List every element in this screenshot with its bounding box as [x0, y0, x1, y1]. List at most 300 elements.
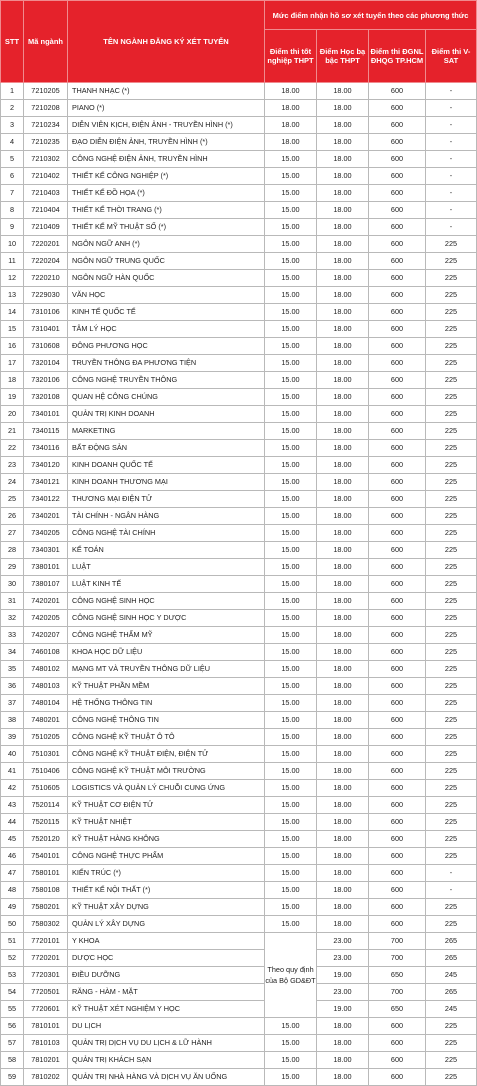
row-hocba-score: 18.00 — [317, 270, 369, 287]
row-stt: 57 — [1, 1035, 24, 1052]
table-row — [1, 185, 477, 202]
header-hoc-ba: Điểm Học bạ bậc THPT — [317, 30, 369, 83]
row-hocba-score: 18.00 — [317, 338, 369, 355]
row-stt: 2 — [1, 100, 24, 117]
row-name: THIẾT KẾ CÔNG NGHIỆP (*) — [68, 168, 265, 185]
table-row — [1, 100, 477, 117]
row-vsat-score: 225 — [426, 253, 477, 270]
row-code: 7420207 — [24, 627, 68, 644]
table-row — [1, 338, 477, 355]
row-hocba-score: 18.00 — [317, 593, 369, 610]
row-thpt-score: 15.00 — [265, 1052, 317, 1069]
row-code: 7210235 — [24, 134, 68, 151]
row-stt: 3 — [1, 117, 24, 134]
row-thpt-score: 15.00 — [265, 491, 317, 508]
row-stt: 21 — [1, 423, 24, 440]
row-thpt-score: 15.00 — [265, 406, 317, 423]
row-name: LUẬT KINH TẾ — [68, 576, 265, 593]
row-dgnl-score: 650 — [369, 1001, 426, 1018]
row-code: 7220201 — [24, 236, 68, 253]
row-thpt-score: 15.00 — [265, 457, 317, 474]
row-vsat-score: - — [426, 134, 477, 151]
row-dgnl-score: 600 — [369, 899, 426, 916]
row-stt: 37 — [1, 695, 24, 712]
row-dgnl-score: 600 — [369, 1052, 426, 1069]
row-dgnl-score: 600 — [369, 270, 426, 287]
row-dgnl-score: 600 — [369, 423, 426, 440]
row-vsat-score: 225 — [426, 474, 477, 491]
row-vsat-score: 225 — [426, 457, 477, 474]
row-thpt-score: 15.00 — [265, 1018, 317, 1035]
row-stt: 8 — [1, 202, 24, 219]
row-name: TÂM LÝ HỌC — [68, 321, 265, 338]
row-name: CÔNG NGHỆ THỰC PHẨM — [68, 848, 265, 865]
row-thpt-score: 18.00 — [265, 100, 317, 117]
row-hocba-score: 18.00 — [317, 168, 369, 185]
row-stt: 26 — [1, 508, 24, 525]
row-dgnl-score: 600 — [369, 678, 426, 695]
row-stt: 59 — [1, 1069, 24, 1086]
row-hocba-score: 19.00 — [317, 967, 369, 984]
row-vsat-score: 225 — [426, 508, 477, 525]
table-row — [1, 372, 477, 389]
row-dgnl-score: 600 — [369, 338, 426, 355]
row-stt: 17 — [1, 355, 24, 372]
row-hocba-score: 18.00 — [317, 83, 369, 100]
row-stt: 36 — [1, 678, 24, 695]
row-vsat-score: 225 — [426, 780, 477, 797]
row-name: CÔNG NGHỆ TRUYỀN THÔNG — [68, 372, 265, 389]
row-vsat-score: 225 — [426, 236, 477, 253]
row-code: 7510205 — [24, 729, 68, 746]
row-hocba-score: 18.00 — [317, 321, 369, 338]
row-vsat-score: 225 — [426, 338, 477, 355]
table-row — [1, 1069, 477, 1086]
row-code: 7210234 — [24, 117, 68, 134]
row-code: 7520120 — [24, 831, 68, 848]
row-code: 7460108 — [24, 644, 68, 661]
row-dgnl-score: 600 — [369, 440, 426, 457]
table-row — [1, 661, 477, 678]
row-thpt-score: 15.00 — [265, 831, 317, 848]
row-hocba-score: 18.00 — [317, 236, 369, 253]
row-thpt-score: 15.00 — [265, 168, 317, 185]
table-row — [1, 355, 477, 372]
row-stt: 43 — [1, 797, 24, 814]
row-name: KỸ THUẬT XÂY DỰNG — [68, 899, 265, 916]
table-row — [1, 865, 477, 882]
table-row — [1, 287, 477, 304]
row-thpt-score: 15.00 — [265, 627, 317, 644]
table-row — [1, 797, 477, 814]
row-stt: 12 — [1, 270, 24, 287]
row-hocba-score: 18.00 — [317, 831, 369, 848]
row-stt: 33 — [1, 627, 24, 644]
row-vsat-score: 225 — [426, 644, 477, 661]
row-hocba-score: 18.00 — [317, 355, 369, 372]
row-stt: 28 — [1, 542, 24, 559]
row-dgnl-score: 700 — [369, 933, 426, 950]
row-dgnl-score: 600 — [369, 372, 426, 389]
table-row — [1, 423, 477, 440]
row-code: 7320108 — [24, 389, 68, 406]
row-hocba-score: 18.00 — [317, 746, 369, 763]
row-code: 7510406 — [24, 763, 68, 780]
row-hocba-score: 18.00 — [317, 712, 369, 729]
row-stt: 42 — [1, 780, 24, 797]
row-code: 7380107 — [24, 576, 68, 593]
row-vsat-score: 225 — [426, 270, 477, 287]
row-name: LOGISTICS VÀ QUẢN LÝ CHUỖI CUNG ỨNG — [68, 780, 265, 797]
row-hocba-score: 18.00 — [317, 1018, 369, 1035]
header-thpt: Điểm thi tốt nghiệp THPT — [265, 30, 317, 83]
row-dgnl-score: 600 — [369, 287, 426, 304]
row-name: KINH DOANH THƯƠNG MẠI — [68, 474, 265, 491]
row-stt: 1 — [1, 83, 24, 100]
row-vsat-score: 225 — [426, 763, 477, 780]
row-name: CÔNG NGHỆ KỸ THUẬT MÔI TRƯỜNG — [68, 763, 265, 780]
row-code: 7720601 — [24, 1001, 68, 1018]
row-vsat-score: - — [426, 151, 477, 168]
row-name: THƯƠNG MẠI ĐIỆN TỬ — [68, 491, 265, 508]
table-row — [1, 117, 477, 134]
row-vsat-score: 225 — [426, 372, 477, 389]
table-body — [1, 83, 477, 1086]
row-thpt-score: 15.00 — [265, 576, 317, 593]
row-code: 7310401 — [24, 321, 68, 338]
row-code: 7580108 — [24, 882, 68, 899]
row-dgnl-score: 600 — [369, 355, 426, 372]
row-code: 7480104 — [24, 695, 68, 712]
row-dgnl-score: 600 — [369, 542, 426, 559]
row-thpt-score: 15.00 — [265, 185, 317, 202]
row-dgnl-score: 600 — [369, 576, 426, 593]
row-thpt-score: 15.00 — [265, 814, 317, 831]
row-stt: 47 — [1, 865, 24, 882]
row-dgnl-score: 600 — [369, 185, 426, 202]
table-row — [1, 542, 477, 559]
table-row — [1, 151, 477, 168]
row-dgnl-score: 600 — [369, 100, 426, 117]
row-name: THIẾT KẾ THỜI TRANG (*) — [68, 202, 265, 219]
row-hocba-score: 18.00 — [317, 797, 369, 814]
row-name: PIANO (*) — [68, 100, 265, 117]
row-thpt-score: 15.00 — [265, 202, 317, 219]
table-row — [1, 508, 477, 525]
row-name: KỸ THUẬT XÉT NGHIỆM Y HỌC — [68, 1001, 265, 1018]
row-hocba-score: 18.00 — [317, 916, 369, 933]
row-hocba-score: 18.00 — [317, 253, 369, 270]
row-name: KỸ THUẬT NHIỆT — [68, 814, 265, 831]
table-row — [1, 236, 477, 253]
table-row — [1, 83, 477, 100]
row-thpt-score: 15.00 — [265, 1069, 317, 1086]
row-name: KẾ TOÁN — [68, 542, 265, 559]
row-hocba-score: 18.00 — [317, 304, 369, 321]
row-code: 7540101 — [24, 848, 68, 865]
row-dgnl-score: 600 — [369, 168, 426, 185]
row-hocba-score: 18.00 — [317, 644, 369, 661]
table-row — [1, 202, 477, 219]
header-dgnl: Điểm thi ĐGNL ĐHQG TP.HCM — [369, 30, 426, 83]
table-row — [1, 933, 477, 950]
row-hocba-score: 18.00 — [317, 287, 369, 304]
row-vsat-score: 225 — [426, 661, 477, 678]
header-ma-nganh: Mã ngành — [24, 1, 68, 83]
row-hocba-score: 18.00 — [317, 151, 369, 168]
row-name: CÔNG NGHỆ KỸ THUẬT ĐIỆN, ĐIỆN TỬ — [68, 746, 265, 763]
row-code: 7580302 — [24, 916, 68, 933]
row-hocba-score: 23.00 — [317, 950, 369, 967]
row-code: 7810103 — [24, 1035, 68, 1052]
row-thpt-score: 15.00 — [265, 712, 317, 729]
row-stt: 41 — [1, 763, 24, 780]
row-name: KINH DOANH QUỐC TẾ — [68, 457, 265, 474]
row-vsat-score: 225 — [426, 491, 477, 508]
table-row — [1, 729, 477, 746]
table-row — [1, 746, 477, 763]
row-code: 7340205 — [24, 525, 68, 542]
row-stt: 30 — [1, 576, 24, 593]
row-name: CÔNG NGHỆ THÔNG TIN — [68, 712, 265, 729]
row-hocba-score: 18.00 — [317, 423, 369, 440]
row-vsat-score: 245 — [426, 1001, 477, 1018]
row-code: 7480201 — [24, 712, 68, 729]
row-vsat-score: 225 — [426, 406, 477, 423]
row-vsat-score: 225 — [426, 576, 477, 593]
row-name: KỸ THUẬT PHẦN MỀM — [68, 678, 265, 695]
row-name: CÔNG NGHỆ SINH HỌC — [68, 593, 265, 610]
row-dgnl-score: 600 — [369, 780, 426, 797]
row-hocba-score: 18.00 — [317, 1035, 369, 1052]
row-code: 7210403 — [24, 185, 68, 202]
row-hocba-score: 18.00 — [317, 882, 369, 899]
row-code: 7510301 — [24, 746, 68, 763]
table-row — [1, 695, 477, 712]
row-stt: 27 — [1, 525, 24, 542]
row-name: QUẢN TRỊ DỊCH VỤ DU LỊCH & LỮ HÀNH — [68, 1035, 265, 1052]
row-dgnl-score: 600 — [369, 729, 426, 746]
row-code: 7580101 — [24, 865, 68, 882]
table-row — [1, 576, 477, 593]
row-code: 7810202 — [24, 1069, 68, 1086]
row-thpt-score: 15.00 — [265, 797, 317, 814]
row-stt: 40 — [1, 746, 24, 763]
row-code: 7520115 — [24, 814, 68, 831]
row-thpt-score: 15.00 — [265, 389, 317, 406]
table-row — [1, 627, 477, 644]
row-vsat-score: 225 — [426, 542, 477, 559]
row-vsat-score: - — [426, 882, 477, 899]
row-dgnl-score: 600 — [369, 814, 426, 831]
row-vsat-score: 225 — [426, 593, 477, 610]
row-vsat-score: - — [426, 865, 477, 882]
row-stt: 10 — [1, 236, 24, 253]
table-row — [1, 1052, 477, 1069]
row-thpt-score: 15.00 — [265, 219, 317, 236]
row-vsat-score: - — [426, 117, 477, 134]
row-thpt-score: 15.00 — [265, 763, 317, 780]
row-thpt-score: 15.00 — [265, 729, 317, 746]
row-dgnl-score: 600 — [369, 389, 426, 406]
header-group-methods: Mức điểm nhận hồ sơ xét tuyển theo các phương thức — [265, 1, 477, 30]
row-vsat-score: 225 — [426, 389, 477, 406]
row-hocba-score: 18.00 — [317, 610, 369, 627]
row-thpt-score: 15.00 — [265, 372, 317, 389]
row-thpt-score: 15.00 — [265, 916, 317, 933]
row-vsat-score: 225 — [426, 321, 477, 338]
row-code: 7720301 — [24, 967, 68, 984]
row-code: 7810101 — [24, 1018, 68, 1035]
row-name: QUẢN LÝ XÂY DỰNG — [68, 916, 265, 933]
table-row — [1, 814, 477, 831]
row-dgnl-score: 600 — [369, 882, 426, 899]
table-row — [1, 1018, 477, 1035]
row-dgnl-score: 600 — [369, 491, 426, 508]
row-stt: 5 — [1, 151, 24, 168]
row-thpt-score: 15.00 — [265, 474, 317, 491]
row-dgnl-score: 600 — [369, 117, 426, 134]
row-hocba-score: 18.00 — [317, 865, 369, 882]
row-thpt-score: 15.00 — [265, 542, 317, 559]
row-thpt-score: 15.00 — [265, 423, 317, 440]
row-dgnl-score: 600 — [369, 1018, 426, 1035]
row-name: MẠNG MT VÀ TRUYỀN THÔNG DỮ LIỆU — [68, 661, 265, 678]
row-hocba-score: 18.00 — [317, 117, 369, 134]
table-row — [1, 644, 477, 661]
row-hocba-score: 18.00 — [317, 780, 369, 797]
row-stt: 45 — [1, 831, 24, 848]
row-stt: 35 — [1, 661, 24, 678]
row-thpt-score: 15.00 — [265, 270, 317, 287]
row-stt: 32 — [1, 610, 24, 627]
row-code: 7580201 — [24, 899, 68, 916]
row-dgnl-score: 650 — [369, 967, 426, 984]
row-thpt-score: 15.00 — [265, 610, 317, 627]
row-hocba-score: 18.00 — [317, 406, 369, 423]
row-name: THIẾT KẾ NỘI THẤT (*) — [68, 882, 265, 899]
row-name: KHOA HỌC DỮ LIỆU — [68, 644, 265, 661]
row-vsat-score: - — [426, 185, 477, 202]
row-thpt-score: 15.00 — [265, 899, 317, 916]
row-vsat-score: 265 — [426, 950, 477, 967]
row-name: DƯỢC HỌC — [68, 950, 265, 967]
row-dgnl-score: 600 — [369, 712, 426, 729]
row-code: 7340122 — [24, 491, 68, 508]
row-code: 7480102 — [24, 661, 68, 678]
row-name: KỸ THUẬT CƠ ĐIỆN TỬ — [68, 797, 265, 814]
row-dgnl-score: 600 — [369, 661, 426, 678]
row-name: ĐÔNG PHƯƠNG HỌC — [68, 338, 265, 355]
row-hocba-score: 18.00 — [317, 474, 369, 491]
table-row — [1, 882, 477, 899]
row-hocba-score: 18.00 — [317, 848, 369, 865]
row-code: 7340201 — [24, 508, 68, 525]
row-dgnl-score: 600 — [369, 83, 426, 100]
row-thpt-score: 15.00 — [265, 253, 317, 270]
row-name: ĐẠO DIỄN ĐIỆN ẢNH, TRUYỀN HÌNH (*) — [68, 134, 265, 151]
table-row — [1, 763, 477, 780]
row-thpt-score: 15.00 — [265, 780, 317, 797]
row-dgnl-score: 600 — [369, 746, 426, 763]
row-code: 7520114 — [24, 797, 68, 814]
table-row — [1, 712, 477, 729]
row-stt: 51 — [1, 933, 24, 950]
row-thpt-score: 15.00 — [265, 151, 317, 168]
row-code: 7720101 — [24, 933, 68, 950]
row-stt: 58 — [1, 1052, 24, 1069]
row-code: 7220210 — [24, 270, 68, 287]
row-vsat-score: 225 — [426, 848, 477, 865]
row-vsat-score: 265 — [426, 984, 477, 1001]
row-code: 7210402 — [24, 168, 68, 185]
row-name: DU LỊCH — [68, 1018, 265, 1035]
row-code: 7720201 — [24, 950, 68, 967]
table-row — [1, 678, 477, 695]
row-hocba-score: 18.00 — [317, 389, 369, 406]
row-hocba-score: 23.00 — [317, 933, 369, 950]
row-name: BẤT ĐỘNG SẢN — [68, 440, 265, 457]
row-hocba-score: 18.00 — [317, 440, 369, 457]
row-vsat-score: 225 — [426, 1069, 477, 1086]
row-name: QUAN HỆ CÔNG CHÚNG — [68, 389, 265, 406]
row-vsat-score: - — [426, 83, 477, 100]
row-stt: 34 — [1, 644, 24, 661]
row-thpt-score: 15.00 — [265, 661, 317, 678]
row-code: 7340116 — [24, 440, 68, 457]
row-dgnl-score: 600 — [369, 1069, 426, 1086]
table-row — [1, 899, 477, 916]
row-stt: 19 — [1, 389, 24, 406]
row-code: 7420205 — [24, 610, 68, 627]
table-row — [1, 457, 477, 474]
row-hocba-score: 18.00 — [317, 627, 369, 644]
table-row — [1, 219, 477, 236]
row-code: 7210404 — [24, 202, 68, 219]
table-row — [1, 610, 477, 627]
row-vsat-score: 225 — [426, 1018, 477, 1035]
row-thpt-score: 15.00 — [265, 559, 317, 576]
row-dgnl-score: 600 — [369, 304, 426, 321]
row-dgnl-score: 600 — [369, 848, 426, 865]
table-row — [1, 984, 477, 1001]
row-thpt-score: 15.00 — [265, 644, 317, 661]
row-name: MARKETING — [68, 423, 265, 440]
row-vsat-score: 225 — [426, 712, 477, 729]
row-stt: 6 — [1, 168, 24, 185]
row-code: 7810201 — [24, 1052, 68, 1069]
row-thpt-score: 15.00 — [265, 848, 317, 865]
row-vsat-score: - — [426, 100, 477, 117]
row-hocba-score: 18.00 — [317, 134, 369, 151]
row-stt: 55 — [1, 1001, 24, 1018]
row-hocba-score: 18.00 — [317, 814, 369, 831]
row-name: Y KHOA — [68, 933, 265, 950]
row-name: LUẬT — [68, 559, 265, 576]
row-stt: 44 — [1, 814, 24, 831]
row-name: KINH TẾ QUỐC TẾ — [68, 304, 265, 321]
row-vsat-score: 225 — [426, 610, 477, 627]
row-code: 7720501 — [24, 984, 68, 1001]
row-dgnl-score: 600 — [369, 644, 426, 661]
row-thpt-score: 15.00 — [265, 236, 317, 253]
header-vsat: Điểm thi V-SAT — [426, 30, 477, 83]
row-stt: 22 — [1, 440, 24, 457]
row-dgnl-score: 600 — [369, 236, 426, 253]
row-hocba-score: 18.00 — [317, 491, 369, 508]
row-name: THANH NHẠC (*) — [68, 83, 265, 100]
row-name: CÔNG NGHỆ ĐIỆN ẢNH, TRUYỀN HÌNH — [68, 151, 265, 168]
